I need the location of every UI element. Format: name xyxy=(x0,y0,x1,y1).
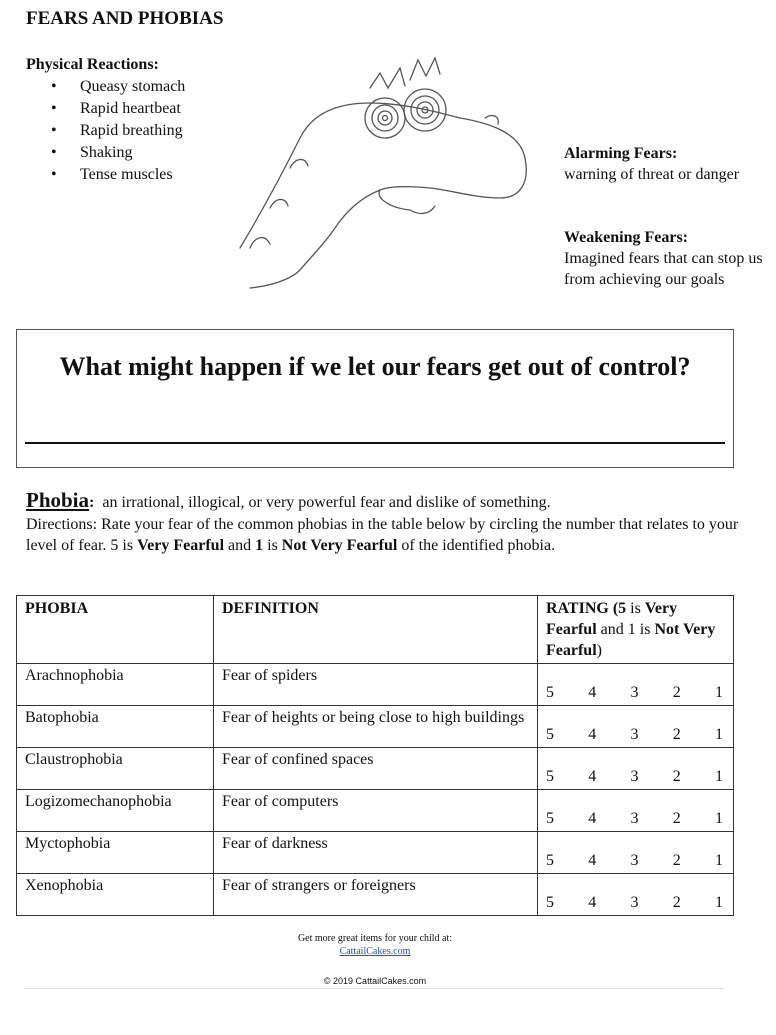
rating-1[interactable]: 1 xyxy=(715,894,723,911)
rating-cell xyxy=(538,706,734,748)
rating-4[interactable]: 4 xyxy=(588,894,597,911)
header-rating xyxy=(538,596,734,664)
weakening-fears-heading: Weakening Fears: xyxy=(564,229,688,246)
question-box xyxy=(16,329,734,468)
rating-cell xyxy=(538,748,734,790)
rating-3[interactable]: 3 xyxy=(630,894,639,911)
physical-reactions-list xyxy=(26,76,185,186)
directions-bold: Not Very Fearful xyxy=(281,537,398,554)
rating-cell xyxy=(538,664,734,706)
rating-cell xyxy=(538,832,734,874)
table-header-row xyxy=(17,596,734,664)
list-item: • Rapid heartbeat xyxy=(26,98,185,120)
rating-3[interactable]: 3 xyxy=(630,726,639,743)
rating-3[interactable]: 3 xyxy=(630,852,639,869)
phobia-definition-text: an irrational, illogical, or very powerful fear and dislike of something. xyxy=(102,494,551,511)
phobia-meaning: Fear of confined spaces xyxy=(214,748,538,790)
phobia-name: Arachnophobia xyxy=(17,664,214,706)
phobia-meaning: Fear of darkness xyxy=(214,832,538,874)
copyright: © 2019 CattailCakes.com xyxy=(323,976,427,986)
header-rating-text: 5 xyxy=(618,600,627,617)
rating-3[interactable]: 3 xyxy=(630,768,639,785)
header-definition: DEFINITION xyxy=(214,596,538,664)
phobia-name: Logizomechanophobia xyxy=(17,790,214,832)
header-rating-text: and 1 is xyxy=(596,621,655,638)
table-row xyxy=(17,664,734,706)
rating-cell xyxy=(538,790,734,832)
rating-5[interactable]: 5 xyxy=(546,810,554,827)
table-row xyxy=(17,706,734,748)
table-row xyxy=(17,748,734,790)
rating-1[interactable]: 1 xyxy=(715,684,723,701)
rating-5[interactable]: 5 xyxy=(546,768,554,785)
phobia-meaning: Fear of heights or being close to high buildings xyxy=(214,706,538,748)
rating-4[interactable]: 4 xyxy=(588,768,597,785)
weakening-fears xyxy=(564,227,764,290)
rating-1[interactable]: 1 xyxy=(715,810,723,827)
rating-5[interactable]: 5 xyxy=(546,894,554,911)
rating-2[interactable]: 2 xyxy=(672,894,681,911)
phobia-name: Batophobia xyxy=(17,706,214,748)
directions-text: Directions: Rate your fear of the common phobias in the table below by circling the number that relates to your level of fear. 5 is xyxy=(26,516,739,554)
rating-2[interactable]: 2 xyxy=(672,768,681,785)
rating-3[interactable]: 3 xyxy=(630,810,639,827)
directions xyxy=(26,514,746,556)
rating-2[interactable]: 2 xyxy=(672,810,681,827)
question-text: What might happen if we let our fears get out of control? xyxy=(59,352,691,381)
alarming-fears-text: warning of threat or danger xyxy=(564,166,740,183)
alarming-fears-heading: Alarming Fears: xyxy=(564,145,678,162)
rating-1[interactable]: 1 xyxy=(715,852,723,869)
rating-1[interactable]: 1 xyxy=(715,726,723,743)
rating-2[interactable]: 2 xyxy=(672,852,681,869)
header-rating-text: Very Fearful xyxy=(546,600,678,638)
phobia-name: Myctophobia xyxy=(17,832,214,874)
rating-1[interactable]: 1 xyxy=(715,768,723,785)
bottom-divider xyxy=(24,988,724,989)
phobia-meaning: Fear of spiders xyxy=(214,664,538,706)
phobia-definition xyxy=(26,488,746,513)
directions-bold: Very Fearful xyxy=(137,537,225,554)
weakening-fears-text: Imagined fears that can stop us from achieving our goals xyxy=(564,250,763,288)
rating-3[interactable]: 3 xyxy=(630,684,639,701)
directions-text: and xyxy=(224,537,256,554)
directions-text: is xyxy=(263,537,282,554)
rating-5[interactable]: 5 xyxy=(546,684,554,701)
phobia-name: Claustrophobia xyxy=(17,748,214,790)
rating-2[interactable]: 2 xyxy=(672,684,681,701)
rating-5[interactable]: 5 xyxy=(546,726,554,743)
directions-text: of the identified phobia. xyxy=(397,537,556,554)
dragon-illustration xyxy=(230,48,530,298)
list-item: • Shaking xyxy=(26,142,185,164)
alarming-fears xyxy=(564,143,764,185)
list-item: • Queasy stomach xyxy=(26,76,185,98)
page-title: FEARS AND PHOBIAS xyxy=(26,8,224,29)
table-row xyxy=(17,790,734,832)
phobia-meaning: Fear of computers xyxy=(214,790,538,832)
header-phobia: PHOBIA xyxy=(17,596,214,664)
footer-link[interactable]: CattailCakes.com xyxy=(339,946,411,957)
rating-cell xyxy=(538,874,734,916)
phobia-meaning: Fear of strangers or foreigners xyxy=(214,874,538,916)
phobia-name: Xenophobia xyxy=(17,874,214,916)
table-row xyxy=(17,832,734,874)
rating-2[interactable]: 2 xyxy=(672,726,681,743)
footer-text: Get more great items for your child at: xyxy=(297,933,453,944)
header-rating-text: is xyxy=(626,600,645,617)
table-row xyxy=(17,874,734,916)
directions-bold: 1 xyxy=(255,537,264,554)
rating-4[interactable]: 4 xyxy=(588,810,597,827)
header-rating-text: RATING ( xyxy=(546,600,619,617)
list-item: • Rapid breathing xyxy=(26,120,185,142)
phobia-term: Phobia xyxy=(26,488,90,512)
header-rating-text: ) xyxy=(596,642,602,659)
rating-4[interactable]: 4 xyxy=(588,726,597,743)
rating-5[interactable]: 5 xyxy=(546,852,554,869)
header-rating-text: Not Very Fearful xyxy=(546,621,716,659)
physical-reactions-heading: Physical Reactions: xyxy=(26,56,159,73)
list-item: • Tense muscles xyxy=(26,164,185,186)
rating-4[interactable]: 4 xyxy=(588,852,597,869)
rating-4[interactable]: 4 xyxy=(588,684,597,701)
phobia-table xyxy=(16,595,734,916)
phobia-colon: : xyxy=(89,494,95,511)
footer xyxy=(0,932,750,958)
answer-line[interactable] xyxy=(25,442,725,444)
